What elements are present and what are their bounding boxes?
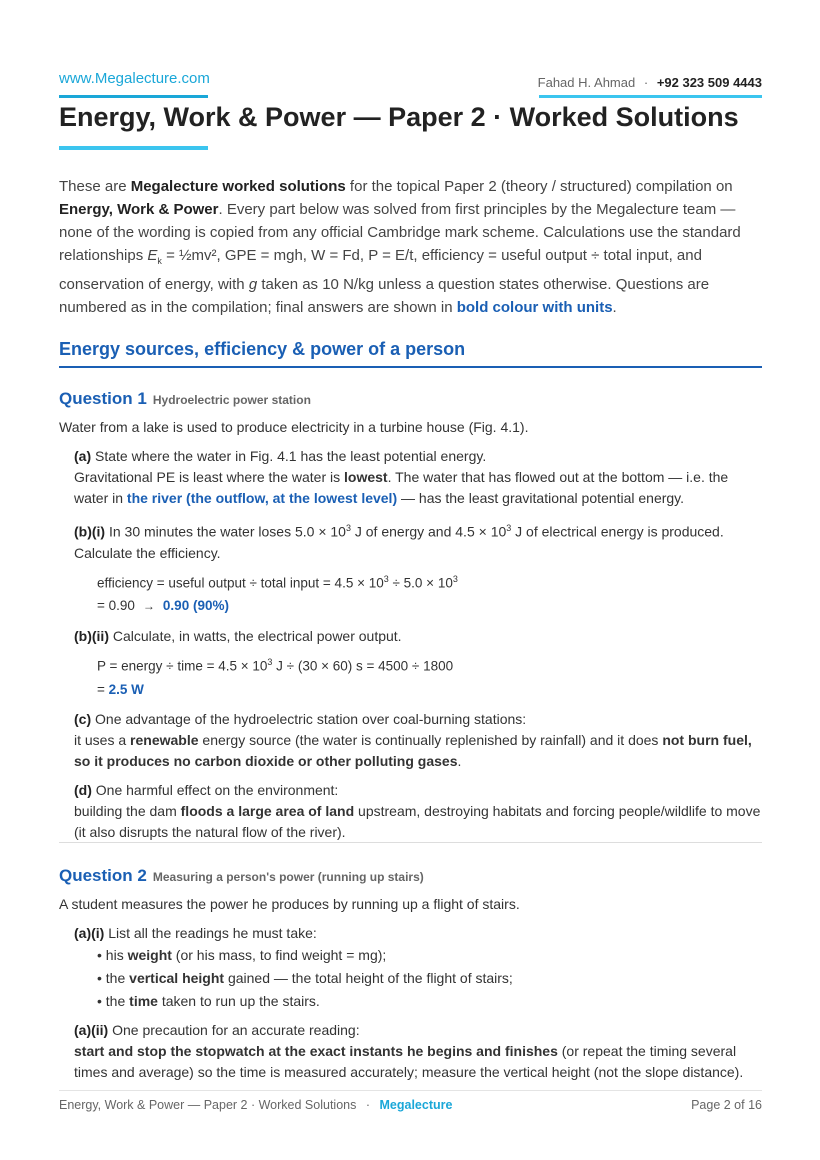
answer-bold: renewable — [130, 731, 199, 748]
intro-paragraph — [59, 175, 762, 319]
part-label: (c) — [74, 710, 92, 727]
section-heading: Energy sources, efficiency & power of a person — [59, 339, 762, 368]
calc-line: = — [97, 681, 109, 697]
part-question: One precaution for an accurate reading: — [108, 1022, 360, 1038]
footer-divider — [59, 1090, 762, 1091]
calculation — [97, 568, 762, 619]
calc-line: ÷ 5.0 × 10 — [388, 575, 453, 591]
question-topic: Hydroelectric power station — [152, 393, 311, 407]
part-question: J of electrical energy is produced. Calculate the efficiency. — [74, 523, 724, 561]
question-heading — [59, 388, 762, 411]
footer-brand[interactable]: Megalecture — [379, 1098, 453, 1112]
part-label: (a)(ii) — [74, 1022, 109, 1038]
part-question: List all the readings he must take: — [104, 925, 317, 941]
list-item: • the vertical height gained — the total height of the flight of stairs; — [97, 970, 513, 986]
page-title: Energy, Work & Power — Paper 2 · Worked Solutions — [59, 102, 739, 132]
question-2 — [59, 865, 762, 1083]
answer-text: . — [457, 752, 462, 769]
exponent: 3 — [452, 573, 458, 584]
part-d — [74, 780, 762, 843]
part-a-ii — [74, 1020, 762, 1083]
question-divider — [59, 842, 762, 843]
calc-line: P = energy ÷ time = 4.5 × 10 — [97, 658, 268, 674]
site-underline — [59, 95, 208, 98]
question-stem: A student measures the power he produces by running up a flight of stairs. — [59, 896, 520, 912]
intro-bold: Energy, Work & Power — [59, 201, 219, 218]
intro-bold: Megalecture worked solutions — [130, 178, 346, 195]
intro-text: for the topical Paper 2 (theory / structured) compilation on — [345, 178, 733, 195]
part-label: (a) — [74, 448, 92, 464]
footer-title: Energy, Work & Power — Paper 2 · Worked Solutions — [59, 1098, 357, 1112]
part-b-ii — [74, 626, 762, 647]
intro-highlight: bold colour with units — [456, 299, 613, 316]
part-a-i — [74, 923, 762, 944]
answer-text: — has the least gravitational potential energy. — [397, 490, 685, 506]
exponent: 3 — [267, 657, 273, 668]
list-item: • his weight (or his mass, to find weight = mg); — [97, 947, 387, 963]
answer-text: Gravitational PE is least where the water is — [74, 469, 345, 485]
part-question: One advantage of the hydroelectric station over coal-burning stations: — [91, 710, 527, 727]
reading-list — [97, 944, 762, 1013]
intro-text: . — [612, 299, 617, 316]
part-label: (b)(i) — [74, 523, 106, 540]
part-label: (a)(i) — [74, 925, 105, 941]
answer-bold: lowest — [344, 469, 388, 485]
part-b-i — [74, 518, 762, 564]
intro-text: These are — [59, 178, 131, 195]
answer-bold: floods a large area of land — [180, 802, 355, 819]
part-question: State where the water in Fig. 4.1 has the least potential energy. — [91, 448, 487, 464]
part-label: (d) — [74, 781, 92, 798]
part-a — [74, 446, 762, 509]
question-number: Question 1 — [59, 389, 147, 408]
author-contact — [538, 75, 762, 90]
calc-line: = 0.90 — [97, 598, 135, 614]
intro-text: taken as 10 N/kg unless a question states otherwise. Questions are numbered as in the compilation; final answers are shown in — [59, 276, 710, 316]
author-separator: · — [643, 75, 649, 90]
answer-text: it uses a — [74, 731, 131, 748]
site-link[interactable]: www.Megalecture.com — [59, 70, 210, 87]
answer-text: upstream, destroying habitats and forcing people/wildlife to move (it also disrupts the natural flow of the river). — [74, 802, 761, 840]
part-label: (b)(ii) — [74, 628, 109, 645]
exponent: 3 — [506, 523, 512, 533]
intro-text: = ½mv², GPE = mgh, W = Fd, P = E/t, efficiency = useful output ÷ total input, and conservation of energy, with — [59, 247, 702, 293]
part-question: Calculate, in watts, the electrical power output. — [108, 628, 402, 645]
answer-text: (or repeat the timing several times and average) so the time is measured accurately; measure the vertical height (not the slope distance). — [74, 1043, 744, 1080]
answer-bold: not burn fuel, so it produces no carbon dioxide or other polluting gases — [74, 731, 752, 769]
part-c — [74, 709, 762, 772]
exponent: 3 — [383, 573, 389, 584]
question-number: Question 2 — [59, 866, 147, 885]
page-number: Page 2 of 16 — [691, 1098, 762, 1112]
calc-line: efficiency = useful output ÷ total input = 4.5 × 10 — [97, 575, 384, 591]
answer-text: building the dam — [74, 802, 181, 819]
question-stem: Water from a lake is used to produce electricity in a turbine house (Fig. 4.1). — [59, 419, 529, 435]
question-1 — [59, 388, 762, 843]
part-question: In 30 minutes the water loses 5.0 × 10 — [105, 523, 346, 540]
author-underline — [539, 95, 762, 98]
answer-text: energy source (the water is continually replenished by rainfall) and it does — [198, 731, 663, 748]
part-question: One harmful effect on the environment: — [91, 781, 339, 798]
arrow-icon: → — [142, 599, 155, 614]
final-answer: the river (the outflow, at the lowest level) — [126, 490, 398, 506]
formula-symbol: g — [248, 276, 258, 293]
exponent: 3 — [345, 523, 351, 533]
answer-text: . The water that has flowed out at the bottom — i.e. the water in — [74, 469, 729, 506]
calculation — [97, 651, 762, 701]
formula-symbol: E — [147, 247, 158, 264]
formula-subscript: k — [157, 256, 162, 266]
question-topic: Measuring a person's power (running up stairs) — [152, 870, 424, 884]
list-item: • the time taken to run up the stairs. — [97, 993, 320, 1009]
part-question: J of energy and 4.5 × 10 — [350, 523, 507, 540]
author-name: Fahad H. Ahmad — [537, 75, 636, 90]
answer-bold: start and stop the stopwatch at the exact instants he begins and finishes — [74, 1043, 558, 1059]
final-answer: 0.90 (90%) — [162, 598, 229, 614]
calc-line: J ÷ (30 × 60) s = 4500 ÷ 1800 — [272, 658, 454, 674]
intro-text: . Every part below was solved from first principles by the Megalecture team — none of the wording is copied from any official Cambridge mark scheme. Calculations use the standard relationships — [59, 201, 741, 264]
footer-separator: · — [365, 1098, 371, 1112]
final-answer: 2.5 W — [108, 681, 144, 697]
phone-number: +92 323 509 4443 — [656, 75, 762, 90]
question-heading — [59, 865, 762, 888]
page-footer — [59, 1098, 762, 1112]
title-underline — [59, 146, 208, 150]
